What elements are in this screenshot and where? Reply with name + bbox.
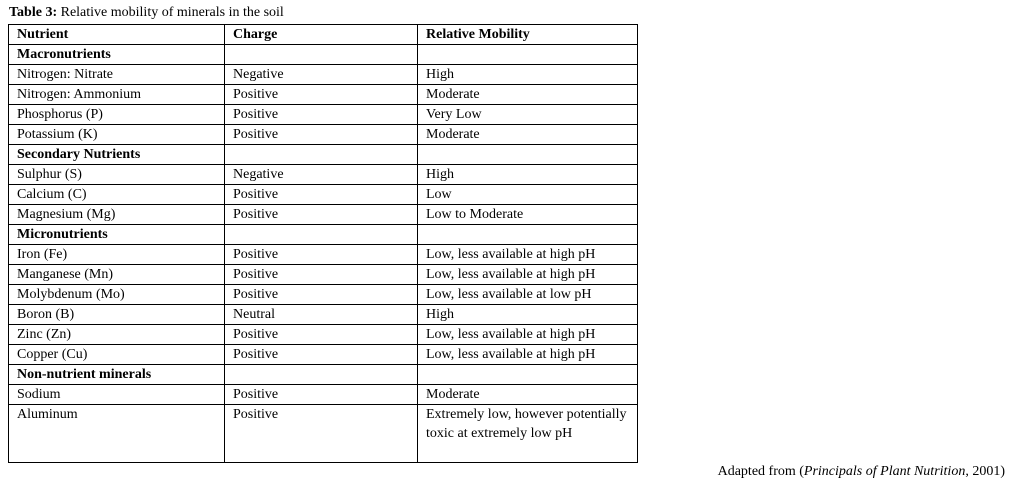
charge-cell: Positive (225, 125, 418, 145)
mobility-cell: Extremely low, however potentially toxic at extremely low pH (418, 405, 638, 463)
mobility-cell: Very Low (418, 105, 638, 125)
table-body (9, 45, 638, 463)
nutrient-cell: Boron (B) (9, 305, 225, 325)
charge-cell: Negative (225, 65, 418, 85)
empty-cell (225, 225, 418, 245)
nutrient-cell: Iron (Fe) (9, 245, 225, 265)
empty-cell (225, 45, 418, 65)
charge-cell: Negative (225, 165, 418, 185)
charge-cell: Positive (225, 345, 418, 365)
mobility-cell: Moderate (418, 125, 638, 145)
table-group-row (9, 365, 638, 385)
table-row (9, 285, 638, 305)
nutrient-cell: Zinc (Zn) (9, 325, 225, 345)
charge-cell: Positive (225, 245, 418, 265)
group-label: Micronutrients (9, 225, 225, 245)
nutrient-cell: Manganese (Mn) (9, 265, 225, 285)
table-row (9, 185, 638, 205)
table-row (9, 165, 638, 185)
mobility-cell: Low, less available at high pH (418, 345, 638, 365)
charge-cell: Positive (225, 285, 418, 305)
mobility-cell: Low, less available at high pH (418, 325, 638, 345)
table-header-row (9, 25, 638, 45)
empty-cell (225, 365, 418, 385)
group-label: Non-nutrient minerals (9, 365, 225, 385)
table-row (9, 405, 638, 463)
table-row (9, 105, 638, 125)
empty-cell (225, 145, 418, 165)
charge-cell: Positive (225, 105, 418, 125)
group-label: Macronutrients (9, 45, 225, 65)
table-row (9, 265, 638, 285)
charge-cell: Positive (225, 85, 418, 105)
nutrient-cell: Phosphorus (P) (9, 105, 225, 125)
charge-cell: Positive (225, 185, 418, 205)
nutrient-cell: Sodium (9, 385, 225, 405)
mobility-cell: Moderate (418, 85, 638, 105)
group-label: Secondary Nutrients (9, 145, 225, 165)
table-row (9, 245, 638, 265)
table-group-row (9, 45, 638, 65)
table-row (9, 385, 638, 405)
source-citation (718, 463, 1005, 481)
table-caption-label: Table 3: (9, 5, 58, 20)
mobility-cell: High (418, 165, 638, 185)
table-row (9, 205, 638, 225)
header-charge: Charge (225, 25, 418, 45)
empty-cell (418, 365, 638, 385)
mobility-cell: Low (418, 185, 638, 205)
charge-cell: Positive (225, 405, 418, 463)
source-title: Principals of Plant Nutrition (803, 464, 966, 479)
nutrient-cell: Magnesium (Mg) (9, 205, 225, 225)
empty-cell (418, 45, 638, 65)
mobility-cell: Low, less available at high pH (418, 245, 638, 265)
mobility-cell: High (418, 305, 638, 325)
table-caption-text: Relative mobility of minerals in the soil (57, 5, 284, 20)
nutrient-cell: Sulphur (S) (9, 165, 225, 185)
mobility-cell: Low, less available at low pH (418, 285, 638, 305)
table-row (9, 345, 638, 365)
table-row (9, 325, 638, 345)
nutrient-cell: Potassium (K) (9, 125, 225, 145)
source-prefix: Adapted from ( (717, 464, 804, 479)
mobility-cell: High (418, 65, 638, 85)
mobility-cell: Low to Moderate (418, 205, 638, 225)
charge-cell: Neutral (225, 305, 418, 325)
table-row (9, 65, 638, 85)
nutrient-cell: Aluminum (9, 405, 225, 463)
charge-cell: Positive (225, 385, 418, 405)
header-relative-mobility: Relative Mobility (418, 25, 638, 45)
empty-cell (418, 225, 638, 245)
table-row (9, 125, 638, 145)
header-nutrient: Nutrient (9, 25, 225, 45)
table-group-row (9, 145, 638, 165)
mineral-mobility-table (8, 24, 638, 463)
mobility-cell: Low, less available at high pH (418, 265, 638, 285)
charge-cell: Positive (225, 265, 418, 285)
mobility-cell: Moderate (418, 385, 638, 405)
table-group-row (9, 225, 638, 245)
nutrient-cell: Nitrogen: Ammonium (9, 85, 225, 105)
nutrient-cell: Nitrogen: Nitrate (9, 65, 225, 85)
nutrient-cell: Copper (Cu) (9, 345, 225, 365)
charge-cell: Positive (225, 325, 418, 345)
table-row (9, 305, 638, 325)
table-caption (9, 4, 284, 22)
nutrient-cell: Calcium (C) (9, 185, 225, 205)
source-suffix: , 2001) (965, 464, 1005, 479)
empty-cell (418, 145, 638, 165)
charge-cell: Positive (225, 205, 418, 225)
nutrient-cell: Molybdenum (Mo) (9, 285, 225, 305)
table-row (9, 85, 638, 105)
